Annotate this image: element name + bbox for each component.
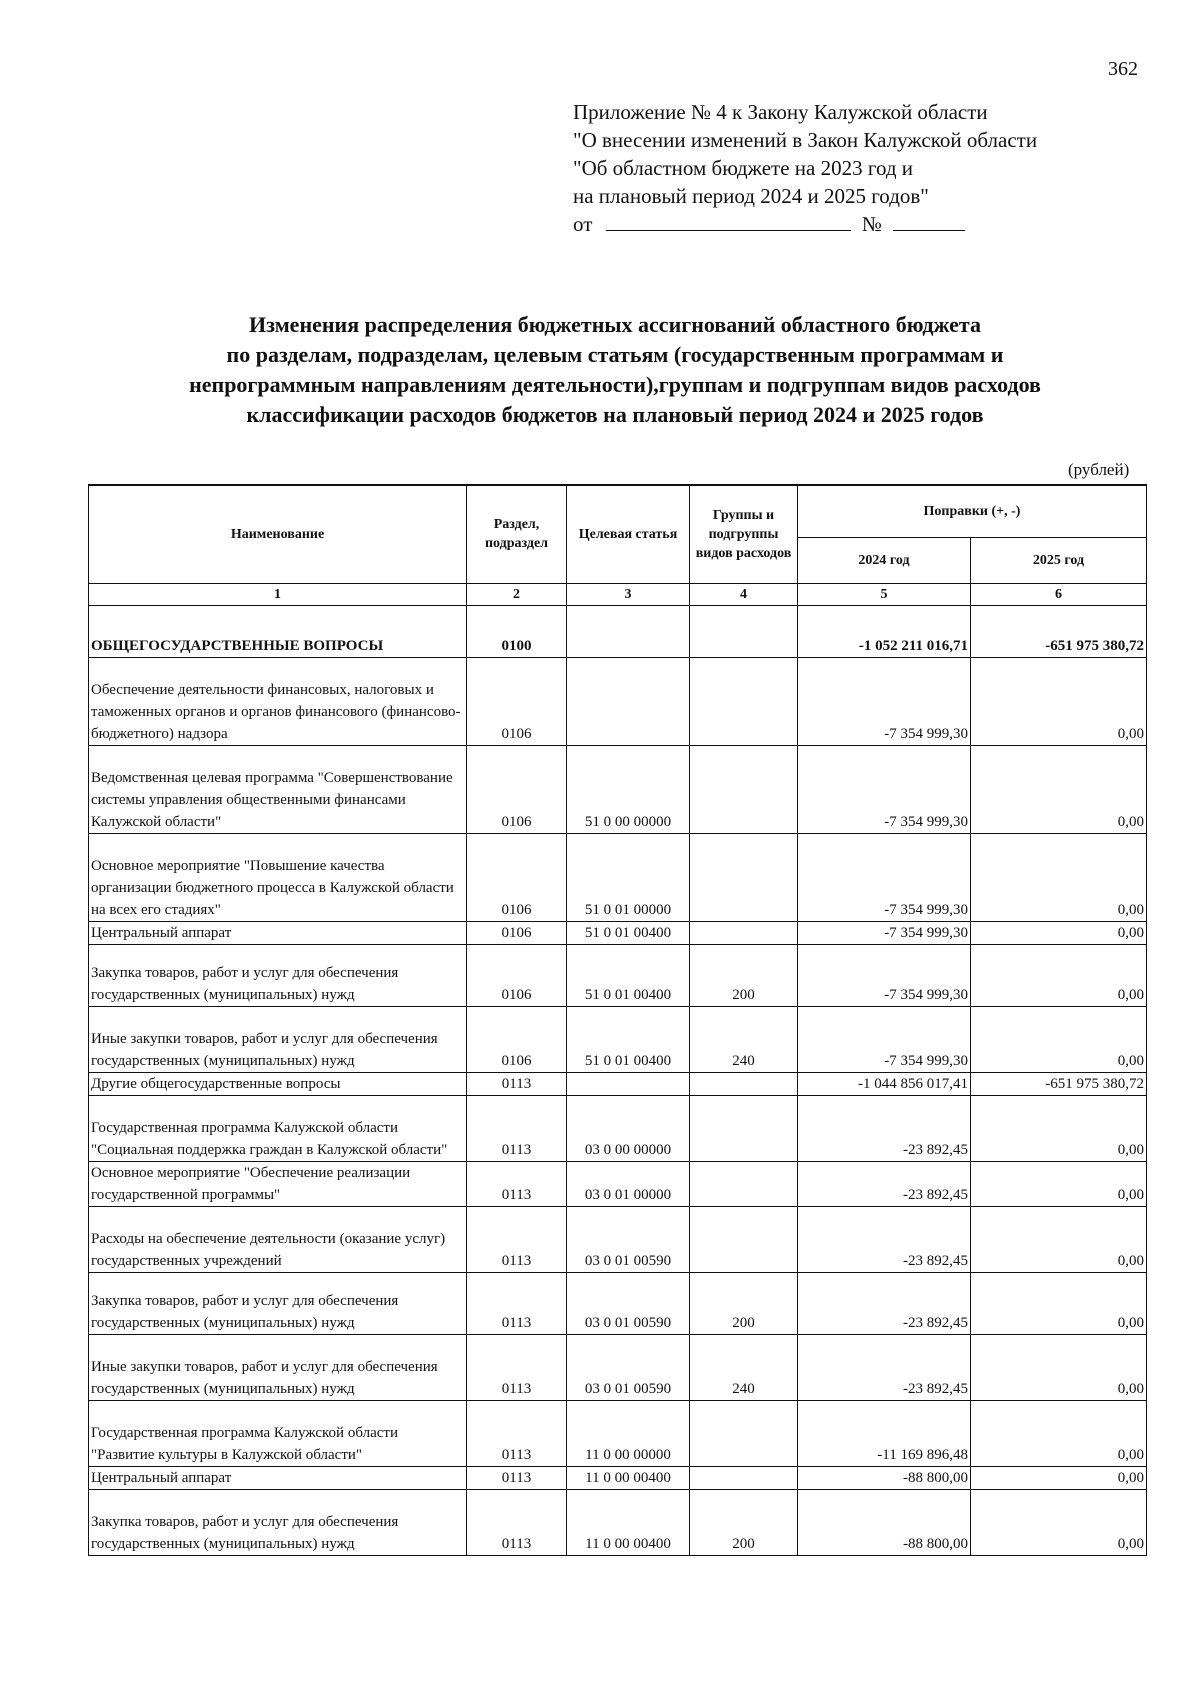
date-blank [606,212,851,231]
row-group [690,921,798,944]
table-row [89,605,1147,657]
row-amount-2025: 0,00 [971,1466,1147,1489]
row-amount-2024: -7 354 999,30 [798,921,971,944]
header-year-2024: 2024 год [798,537,971,583]
row-group [690,1161,798,1206]
row-amount-2025: 0,00 [971,1206,1147,1272]
row-section: 0113 [467,1072,567,1095]
row-group [690,1095,798,1161]
table-row [89,1006,1147,1072]
number-blank [893,212,965,231]
row-group [690,833,798,921]
row-amount-2025: 0,00 [971,1489,1147,1555]
appendix-line-2: "О внесении изменений в Закон Калужской области [573,128,1038,152]
table-row [89,1095,1147,1161]
row-target: 03 0 01 00590 [567,1206,690,1272]
row-section: 0113 [467,1466,567,1489]
table-row [89,1206,1147,1272]
appendix-header [573,98,1037,238]
row-amount-2025: 0,00 [971,944,1147,1006]
column-number: 5 [798,583,971,605]
table-row [89,944,1147,1006]
row-name: ОБЩЕГОСУДАРСТВЕННЫЕ ВОПРОСЫ [89,605,467,657]
row-section: 0106 [467,1006,567,1072]
row-amount-2024: -7 354 999,30 [798,833,971,921]
row-group [690,1072,798,1095]
row-section: 0106 [467,657,567,745]
table-row [89,921,1147,944]
row-group [690,1466,798,1489]
column-number: 3 [567,583,690,605]
row-name: Государственная программа Калужской области "Социальная поддержка граждан в Калужской области" [89,1095,467,1161]
row-amount-2024: -1 052 211 016,71 [798,605,971,657]
row-name: Центральный аппарат [89,921,467,944]
row-group: 240 [690,1334,798,1400]
row-target: 51 0 01 00400 [567,1006,690,1072]
row-amount-2025: 0,00 [971,1161,1147,1206]
row-name: Центральный аппарат [89,1466,467,1489]
row-target: 03 0 00 00000 [567,1095,690,1161]
row-target [567,1072,690,1095]
column-numbers-row [89,583,1147,605]
row-target [567,605,690,657]
row-name: Основное мероприятие "Повышение качества организации бюджетного процесса в Калужской области на всех его стадиях" [89,833,467,921]
row-section: 0106 [467,745,567,833]
table-row [89,1161,1147,1206]
row-section: 0113 [467,1272,567,1334]
row-amount-2024: -88 800,00 [798,1489,971,1555]
row-target: 11 0 00 00400 [567,1466,690,1489]
row-amount-2025: -651 975 380,72 [971,605,1147,657]
table-row [89,1489,1147,1555]
row-group [690,605,798,657]
title-line-2: по разделам, подразделам, целевым статьям (государственным программам и [226,342,1004,367]
header-year-2025: 2025 год [971,537,1147,583]
row-amount-2024: -23 892,45 [798,1095,971,1161]
row-name: Иные закупки товаров, работ и услуг для обеспечения государственных (муниципальных) нужд [89,1006,467,1072]
row-amount-2025: 0,00 [971,1400,1147,1466]
row-group: 200 [690,1272,798,1334]
table-row [89,1466,1147,1489]
row-name: Закупка товаров, работ и услуг для обеспечения государственных (муниципальных) нужд [89,944,467,1006]
header-section: Раздел, подраздел [467,485,567,583]
row-amount-2024: -23 892,45 [798,1334,971,1400]
table-row [89,1334,1147,1400]
table-row [89,745,1147,833]
row-name: Ведомственная целевая программа "Совершенствование системы управления общественными финансами Калужской области" [89,745,467,833]
row-name: Закупка товаров, работ и услуг для обеспечения государственных (муниципальных) нужд [89,1489,467,1555]
header-amendments: Поправки (+, -) [798,485,1147,537]
budget-table [88,484,1147,1556]
row-amount-2025: 0,00 [971,1006,1147,1072]
document-title [90,310,1140,430]
row-amount-2024: -23 892,45 [798,1206,971,1272]
row-amount-2025: 0,00 [971,1272,1147,1334]
row-amount-2025: 0,00 [971,1095,1147,1161]
table-row [89,657,1147,745]
row-section: 0113 [467,1206,567,1272]
row-name: Закупка товаров, работ и услуг для обеспечения государственных (муниципальных) нужд [89,1272,467,1334]
row-target: 51 0 00 00000 [567,745,690,833]
table-row [89,1272,1147,1334]
row-amount-2024: -88 800,00 [798,1466,971,1489]
column-number: 6 [971,583,1147,605]
table-row [89,833,1147,921]
row-name: Иные закупки товаров, работ и услуг для обеспечения государственных (муниципальных) нужд [89,1334,467,1400]
row-amount-2024: -7 354 999,30 [798,1006,971,1072]
row-section: 0106 [467,944,567,1006]
row-amount-2025: 0,00 [971,745,1147,833]
row-amount-2024: -11 169 896,48 [798,1400,971,1466]
row-group: 200 [690,1489,798,1555]
row-target [567,657,690,745]
table-row [89,1400,1147,1466]
row-group [690,657,798,745]
appendix-date-number-line [573,210,1037,238]
row-target: 51 0 01 00000 [567,833,690,921]
row-section: 0113 [467,1161,567,1206]
row-amount-2025: 0,00 [971,833,1147,921]
row-amount-2025: 0,00 [971,1334,1147,1400]
appendix-line-3: "Об областном бюджете на 2023 год и [573,156,914,180]
row-section: 0106 [467,833,567,921]
column-number: 2 [467,583,567,605]
row-section: 0113 [467,1095,567,1161]
row-group [690,745,798,833]
row-amount-2025: -651 975 380,72 [971,1072,1147,1095]
column-number: 1 [89,583,467,605]
header-name: Наименование [89,485,467,583]
row-name: Государственная программа Калужской области "Развитие культуры в Калужской области" [89,1400,467,1466]
row-section: 0113 [467,1489,567,1555]
from-label: от [573,212,593,236]
row-target: 51 0 01 00400 [567,921,690,944]
row-section: 0106 [467,921,567,944]
row-section: 0100 [467,605,567,657]
appendix-line-1: Приложение № 4 к Закону Калужской области [573,100,988,124]
page-number: 362 [1108,58,1138,80]
row-target: 51 0 01 00400 [567,944,690,1006]
row-name: Основное мероприятие "Обеспечение реализации государственной программы" [89,1161,467,1206]
row-amount-2024: -23 892,45 [798,1161,971,1206]
row-amount-2024: -23 892,45 [798,1272,971,1334]
row-amount-2024: -7 354 999,30 [798,944,971,1006]
row-name: Обеспечение деятельности финансовых, налоговых и таможенных органов и органов финансового (финансово-бюджетного) надзора [89,657,467,745]
row-group [690,1400,798,1466]
column-number: 4 [690,583,798,605]
row-group: 200 [690,944,798,1006]
row-target: 03 0 01 00000 [567,1161,690,1206]
title-line-3: непрограммным направлениям деятельности),группам и подгруппам видов расходов [189,372,1041,397]
row-amount-2024: -7 354 999,30 [798,657,971,745]
row-amount-2025: 0,00 [971,921,1147,944]
row-amount-2024: -7 354 999,30 [798,745,971,833]
row-group [690,1206,798,1272]
table-row [89,1072,1147,1095]
row-section: 0113 [467,1400,567,1466]
row-section: 0113 [467,1334,567,1400]
row-name: Расходы на обеспечение деятельности (оказание услуг) государственных учреждений [89,1206,467,1272]
row-amount-2024: -1 044 856 017,41 [798,1072,971,1095]
appendix-line-4: на плановый период 2024 и 2025 годов" [573,184,929,208]
row-group: 240 [690,1006,798,1072]
title-line-4: классификации расходов бюджетов на плановый период 2024 и 2025 годов [246,402,984,427]
row-target: 11 0 00 00000 [567,1400,690,1466]
header-target: Целевая статья [567,485,690,583]
row-target: 11 0 00 00400 [567,1489,690,1555]
title-line-1: Изменения распределения бюджетных ассигнований областного бюджета [249,312,981,337]
row-target: 03 0 01 00590 [567,1272,690,1334]
row-amount-2025: 0,00 [971,657,1147,745]
header-groups: Группы и подгруппы видов расходов [690,485,798,583]
header-row-1 [89,485,1147,537]
number-label: № [861,212,882,236]
units-label: (рублей) [1068,460,1130,479]
row-name: Другие общегосударственные вопросы [89,1072,467,1095]
row-target: 03 0 01 00590 [567,1334,690,1400]
